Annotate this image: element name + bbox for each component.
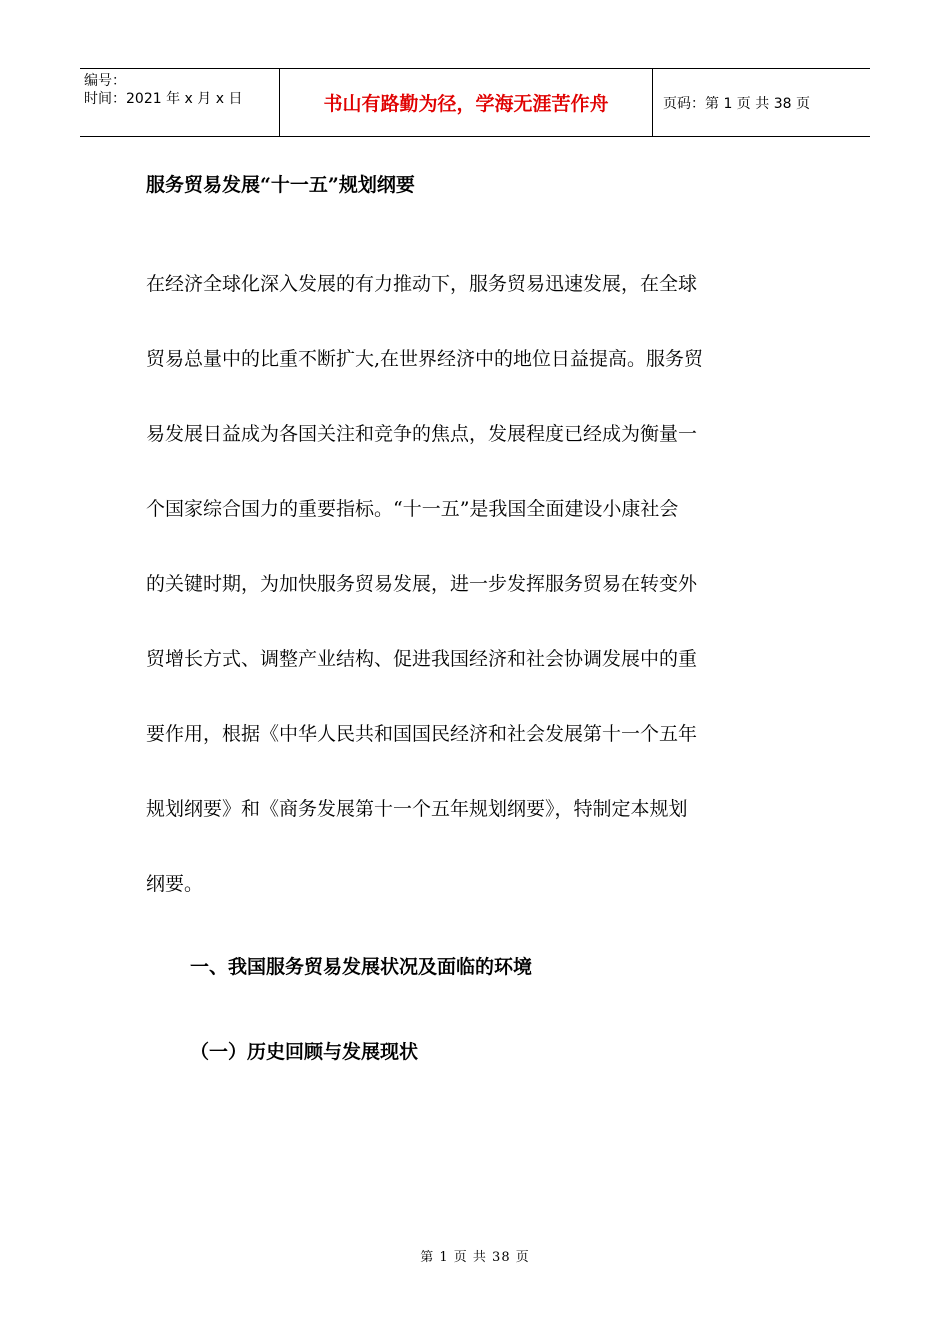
paragraph-line: 贸易总量中的比重不断扩大,在世界经济中的地位日益提高。服务贸 bbox=[146, 348, 704, 370]
subsection-heading: （一）历史回顾与发展现状 bbox=[190, 1041, 419, 1063]
document-number-label: 编号： bbox=[84, 73, 126, 89]
header-page-info: 页码：第 1 页 共 38 页 bbox=[663, 95, 810, 112]
paragraph-line: 易发展日益成为各国关注和竞争的焦点，发展程度已经成为衡量一 bbox=[146, 423, 698, 445]
document-header bbox=[80, 68, 870, 137]
paragraph-line: 要作用，根据《中华人民共和国国民经济和社会发展第十一个五年 bbox=[146, 723, 698, 745]
header-motto: 书山有路勤为径，学海无涯苦作舟 bbox=[280, 69, 653, 136]
paragraph-line: 贸增长方式、调整产业结构、促进我国经济和社会协调发展中的重 bbox=[146, 648, 698, 670]
paragraph-line: 纲要。 bbox=[146, 873, 204, 895]
paragraph-line: 的关键时期，为加快服务贸易发展，进一步发挥服务贸易在转变外 bbox=[146, 573, 698, 595]
page-footer: 第 1 页 共 38 页 bbox=[420, 1250, 530, 1265]
paragraph-line: 规划纲要》和《商务发展第十一个五年规划纲要》，特制定本规划 bbox=[146, 798, 688, 820]
paragraph-line: 在经济全球化深入发展的有力推动下，服务贸易迅速发展，在全球 bbox=[146, 273, 698, 295]
intro-paragraph bbox=[146, 266, 806, 941]
paragraph-line: 个国家综合国力的重要指标。“十一五”是我国全面建设小康社会 bbox=[146, 498, 679, 520]
document-time-label: 时间：2021 年 x 月 x 日 bbox=[84, 91, 243, 107]
header-meta-cell bbox=[80, 69, 280, 136]
section-heading: 一、我国服务贸易发展状况及面临的环境 bbox=[190, 956, 533, 978]
document-title: 服务贸易发展“十一五”规划纲要 bbox=[146, 174, 415, 196]
